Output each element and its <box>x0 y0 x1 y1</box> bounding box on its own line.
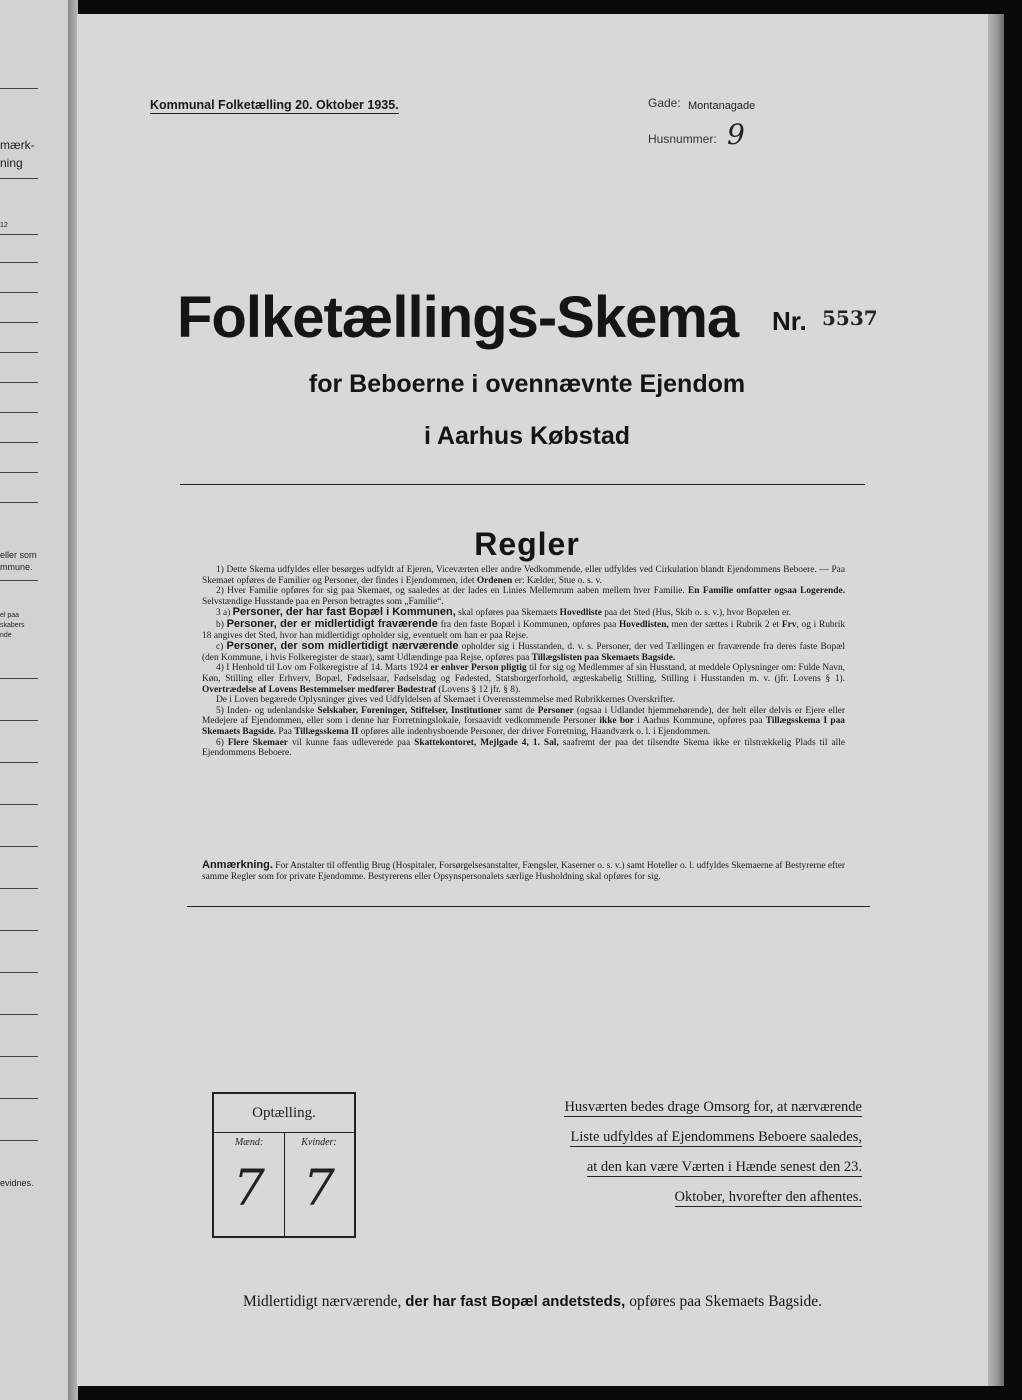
left-page-rule <box>0 1056 38 1057</box>
footer-instruction: Midlertidigt nærværende, der har fast Bopæl andetsteds, opføres paa Skemaets Bagside. <box>242 1293 823 1310</box>
left-page-text: eller som <box>0 550 37 560</box>
left-page-rule <box>0 88 38 89</box>
men-label: Mænd: <box>234 1137 264 1148</box>
form-title: Folketællings-Skema <box>177 285 739 350</box>
remark-text: For Anstalter til offentlig Brug (Hospitaler, Forsørgelsesanstalter, Fængsler, Kaserner o. s. v.) samt Hoteller o. l. udfyldes Skemaerne af Bestyrerne efter samme Regler som for private Ejendomme. Bestyrerens eller Opsynspersonalets særlige Husholdning skal opføres for sig. <box>202 861 846 882</box>
men-count: 7 <box>233 1159 265 1217</box>
left-page-text: skabers <box>0 622 25 629</box>
remark-label: Anmærkning. <box>202 859 273 871</box>
left-page-rule <box>0 678 38 679</box>
rule-4: 4) I Henhold til Lov om Folkeregistre af 14. Marts 1924 er enhver Person pligtig til for sig og Medlemmer af sin Husstand, at meddele Oplysninger om: Fulde Navn, Køn, Stilling eller Erhverv, Bopæl, Fødselsaar, Fødselsdag og Fødested, Statsborgerforhold, ægteskabelig Stilling, Stilling i Husstanden m. v. (jfr. Lovens § 1). Overtrædelse af Lovens Bestemmelser medfører Bødestraf (Lovens § 12 jfr. § 8). <box>202 663 846 695</box>
left-page-rule <box>0 930 38 931</box>
left-page-rule <box>0 472 38 473</box>
landlord-notice <box>502 1099 862 1219</box>
form-location: i Aarhus Købstad <box>423 422 631 450</box>
left-page-rule <box>0 1098 38 1099</box>
left-page-rule <box>0 1014 38 1015</box>
left-page-rule <box>0 762 38 763</box>
left-page-rule <box>0 804 38 805</box>
left-page-rule <box>0 262 38 263</box>
rule-1: 1) Dette Skema udfyldes eller besørges udfyldt af Ejeren, Viceværten eller andre Vedkommende, eller udfyldes ved Cirkulation blandt Ejendommens Beboere. — Paa Skemaet opføres de Familier og Personer, der findes i Ejendommen, idet Ordenen er: Kælder, Stue o. s. v. <box>202 565 845 586</box>
rule-5: 5) Inden- og udenlandske Selskaber, Foreninger, Stiftelser, Institutioner samt de Personer (ogsaa i Udlandet hjemmehørende), der helt eller delvis er Ejere eller Medejere af Ejendommen, eller som i denne har Forretningslokale, forsaavidt vedkommende Personer ikke bor i Aarhus Kommune, opføres paa Tillægsskema I paa Skemaets Bagside. Paa Tillægsskema II opføres alle indenbysboende Personer, der driver Forretning, Haandværk o. l. i Ejendommen. <box>202 705 846 737</box>
left-page-text: evidnes. <box>0 1178 34 1188</box>
left-page-rule <box>0 322 38 323</box>
house-number-value: 9 <box>727 118 745 151</box>
count-box <box>212 1092 356 1238</box>
rule-4-extra: De i Loven begærede Oplysninger gives ved Udfyldelsen af Skemaet i Overensstemmelse med Rubrikkernes Overskrifter. <box>216 695 675 706</box>
notice-line: Liste udfyldes af Ejendommens Beboere saaledes, <box>570 1129 862 1145</box>
left-page-rule <box>0 502 38 503</box>
count-title: Optælling. <box>214 1094 354 1133</box>
census-title: Kommunal Folketælling 20. Oktober 1935. <box>150 98 399 112</box>
form-number-label: Nr. <box>772 306 807 336</box>
rules-heading: Regler <box>474 526 580 562</box>
census-form-page <box>77 14 988 1386</box>
left-page-rule <box>0 972 38 973</box>
left-page-rule <box>0 412 38 413</box>
remark <box>202 860 845 883</box>
left-page-rule <box>0 580 38 581</box>
left-page-rule <box>0 888 38 889</box>
left-page-rule <box>0 442 38 443</box>
left-page-rule <box>0 720 38 721</box>
left-page-rule <box>0 846 38 847</box>
notice-line: Oktober, hvorefter den afhentes. <box>674 1189 862 1205</box>
women-count: 7 <box>303 1159 335 1217</box>
left-page-rule <box>0 234 38 235</box>
rule-2: 2) Hver Familie opføres for sig paa Skemaet, og saaledes at der lades en Linies Mellemrum aaben mellem hver Familie. En Familie omfatter ogsaa Logerende. Selvstændige Husstande paa en Person betragtes som „Familie“. <box>202 586 845 607</box>
left-facing-page <box>0 0 70 1400</box>
left-page-text: mærk- <box>0 138 35 152</box>
left-page-text: mmune. <box>0 562 33 572</box>
left-page-rule <box>0 352 38 353</box>
left-page-rule <box>0 292 38 293</box>
women-column <box>284 1133 354 1236</box>
left-page-text: nde <box>0 632 12 639</box>
street-label: Gade: <box>648 96 681 110</box>
divider <box>180 484 865 485</box>
form-number-value: 5537 <box>822 306 878 330</box>
divider <box>187 906 870 907</box>
rule-3c: c) Personer, der som midlertidigt nærværende opholder sig i Husstanden, d. v. s. Personer, der ved Tællingen er fraværende fra deres faste Bopæl (den Kommune, i hvis Folkeregister de staar), samt Udlændinge paa Rejse, opføres paa Tillægslisten paa Skemaets Bagside. <box>202 640 846 663</box>
left-page-text: el paa <box>0 612 20 619</box>
rule-3a: 3 a) Personer, der har fast Bopæl i Kommunen, skal opføres paa Skemaets Hovedliste paa det Sted (Hus, Skib o. s. v.), hvor Bopælen er. <box>216 606 792 619</box>
women-label: Kvinder: <box>301 1137 337 1148</box>
rules-text <box>202 565 845 759</box>
left-page-rule <box>0 382 38 383</box>
house-number-label: Husnummer: <box>648 132 717 146</box>
notice-line: at den kan være Værten i Hænde senest den 23. <box>586 1159 862 1175</box>
left-page-text: ning <box>0 156 23 170</box>
notice-line: Husværten bedes drage Omsorg for, at nærværende <box>564 1099 862 1115</box>
men-column <box>214 1133 285 1236</box>
street-value: Montanagade <box>688 100 756 112</box>
left-page-rule <box>0 178 38 179</box>
form-subtitle: for Beboerne i ovennævnte Ejendom <box>308 370 746 398</box>
rule-6: 6) Flere Skemaer vil kunne faas udleverede paa Skattekontoret, Mejlgade 4, 1. Sal, saafremt der paa det tilsendte Skema ikke er tilstrækkelig Plads til alle Ejendommens Beboere. <box>202 737 846 759</box>
page-edge <box>986 14 1004 1386</box>
left-page-rule <box>0 1140 38 1141</box>
left-page-text: 12 <box>0 222 8 229</box>
rule-3b: b) Personer, der er midlertidigt fraværende fra den faste Bopæl i Kommunen, opføres paa Hovedlisten, men der sættes i Rubrik 2 et Frv, og i Rubrik 18 angives det Sted, hvor han midlertidigt opholder sig, eventuelt om han er paa Rejse. <box>202 617 846 641</box>
